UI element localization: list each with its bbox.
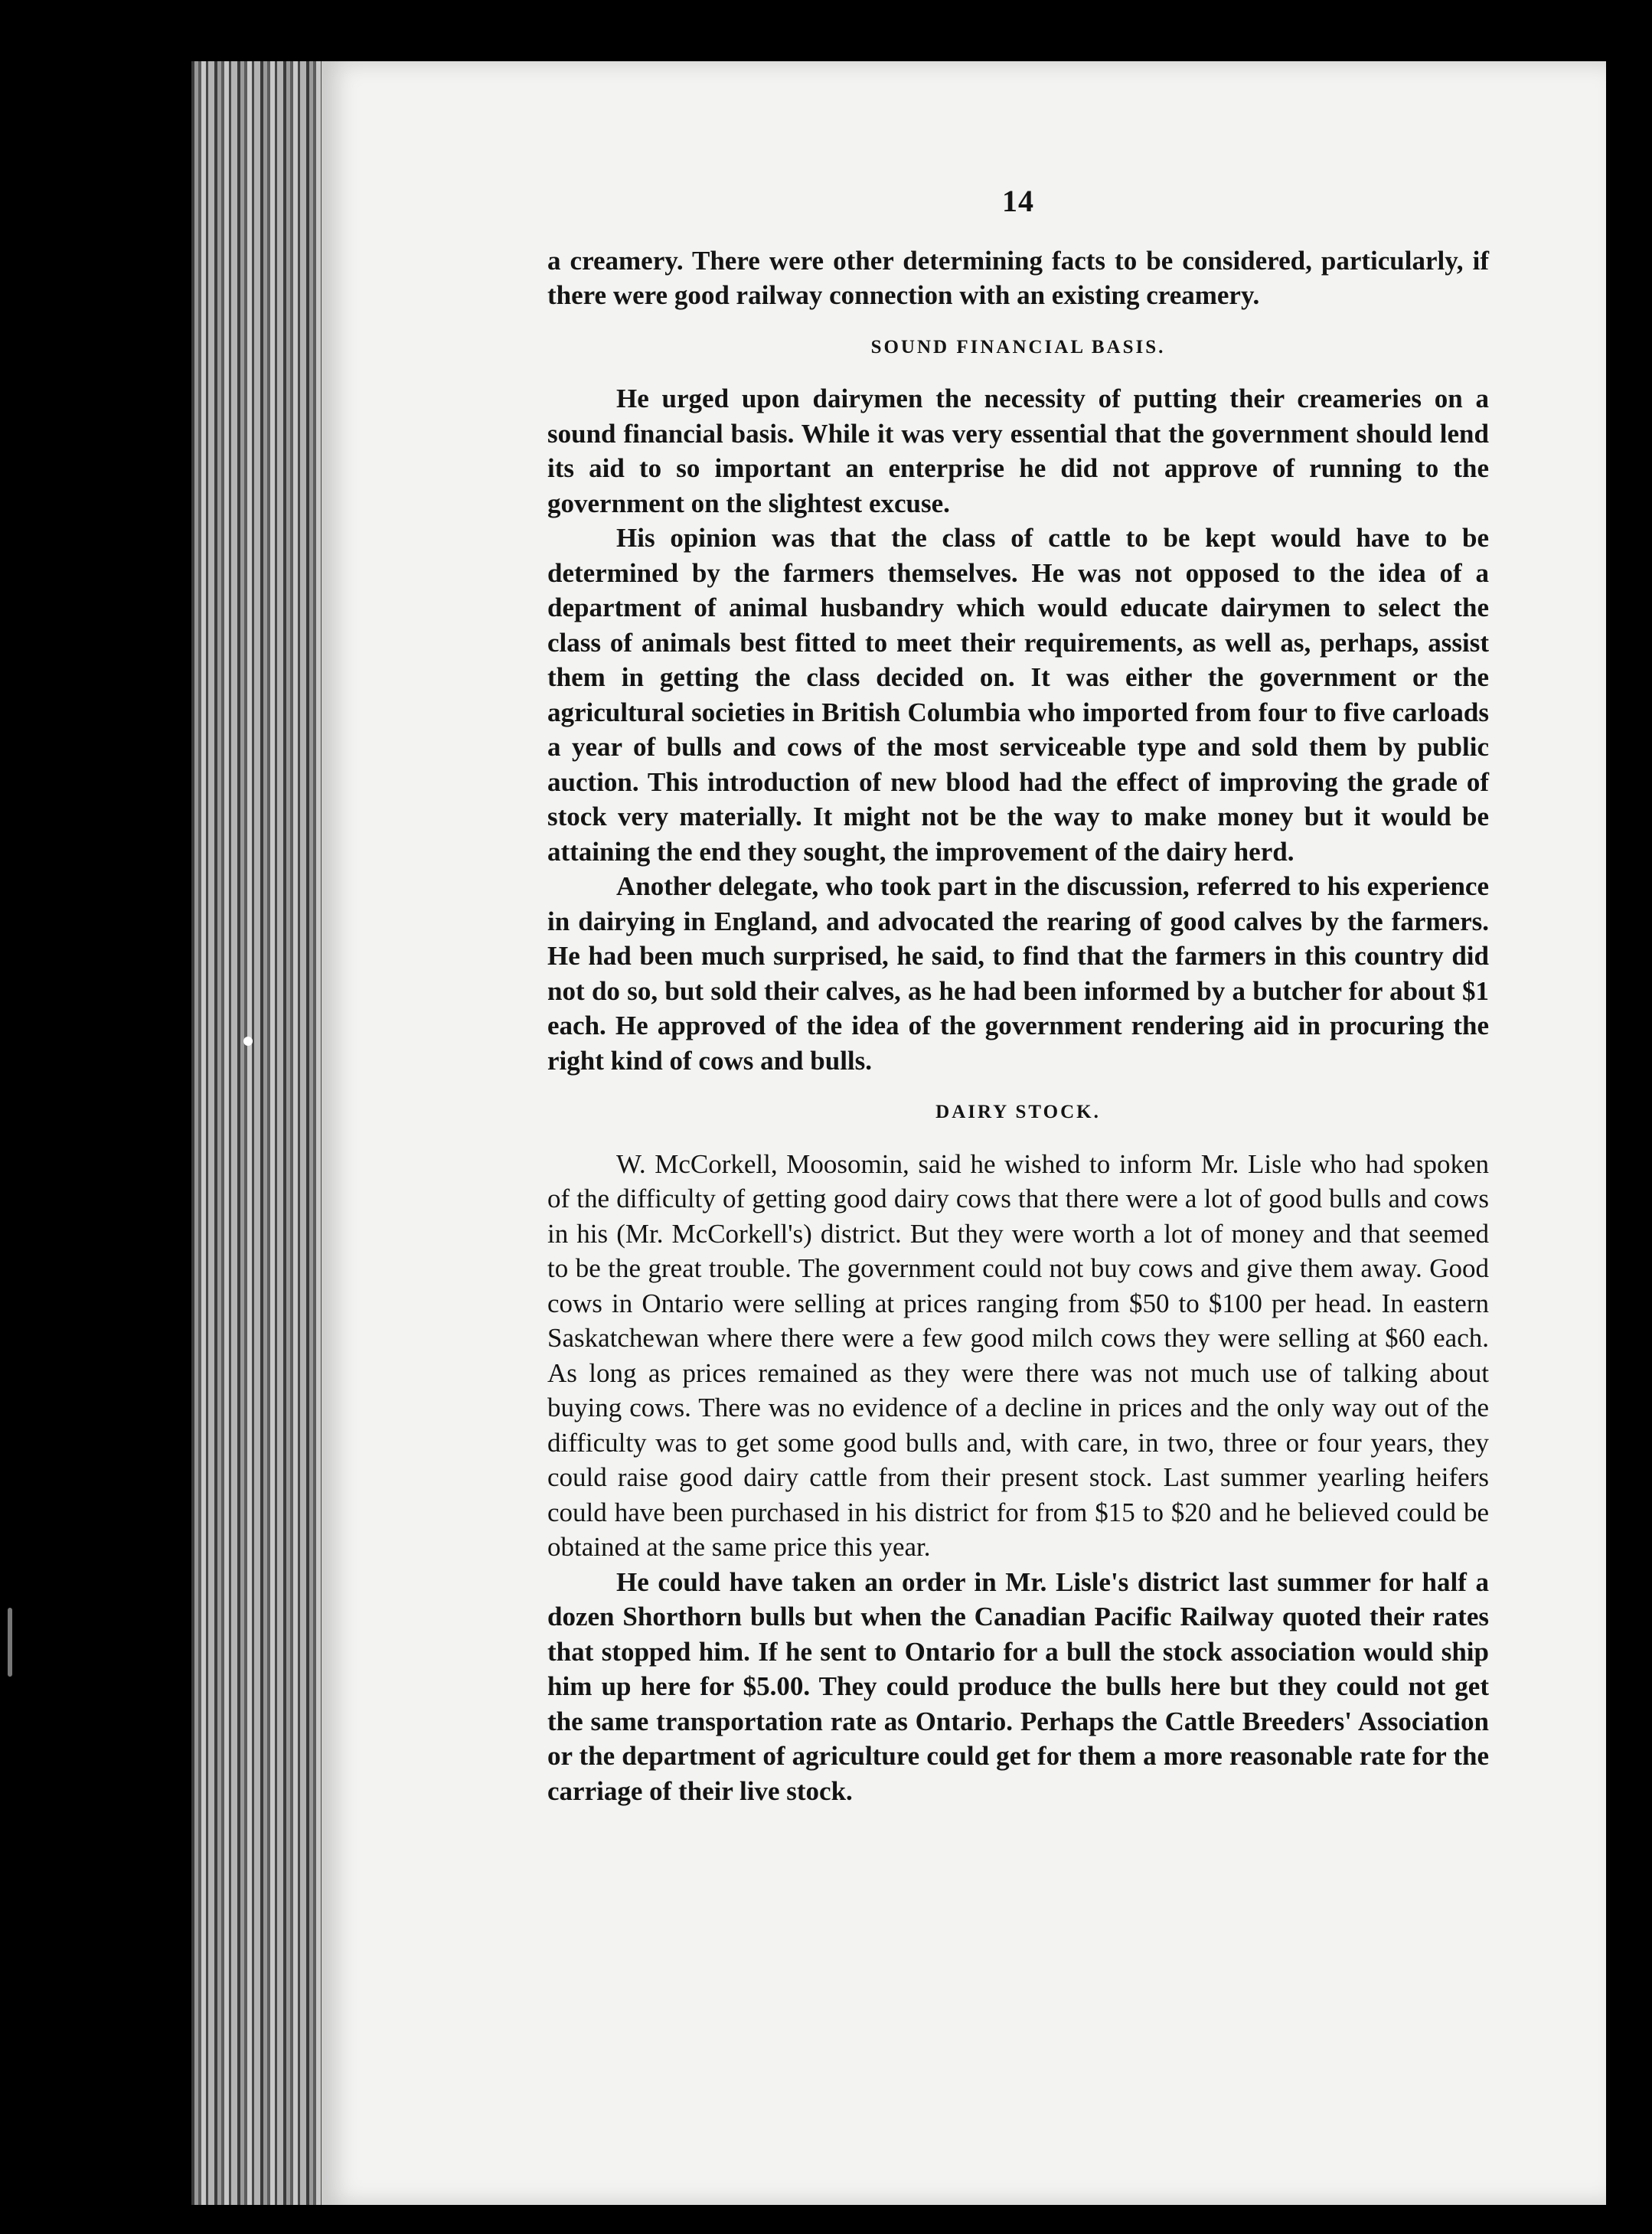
paragraph-mccorkell: W. McCorkell, Moosomin, said he wished to inform Mr. Lisle who had spoken of the difficulty of getting good dairy cows that there were a lot of good bulls and cows in his (Mr. McCorkell's) district. But they were worth a lot of money and that seemed to be the great trouble. The government could not buy cows and give them away. Good cows in Ontario were selling at prices ranging from $50 to $100 per head. In eastern Saskatchewan where there were a few good milch cows they were selling at $60 each. As long as prices remained as they were there was not much use of talking about buying cows. There was no evidence of a decline in prices and the only way out of the difficulty was to get some good bulls and, with care, in two, three or four years, they could raise good dairy cattle from their present stock. Last summer yearling heifers could have been purchased in his district for from $15 to $20 and he believed could be obtained at the same price this year. xyxy=(547,1148,1489,1562)
paragraph-creamery-continued: a creamery. There were other determining facts to be considered, particularly, if there were good railway connection with an existing creamery. xyxy=(547,245,1489,310)
scan-artifact-mark xyxy=(8,1608,12,1677)
page-edge-leaves xyxy=(191,61,337,2205)
scan-dot-mark xyxy=(243,1037,253,1046)
paragraph-class-of-cattle: His opinion was that the class of cattle to be kept would have to be determined by the farmers themselves. He was not opposed to the idea of a department of animal husbandry which would educate dairymen to select the class of animals best fitted to meet their requirements, as well as, perhaps, assist them in getting the class decided on. It was either the government or the agricultural societies in British Columbia who imported from four to five carloads a year of bulls and cows of the most serviceable type and sold them by public auction. This introduction of new blood had the effect of improving the grade of stock very materially. It might not be the way to make money but it would be attaining the end they sought, the improvement of the dairy herd. xyxy=(547,523,1489,867)
page-number: 14 xyxy=(1002,184,1034,218)
paragraph-shorthorn-bulls: He could have taken an order in Mr. Lisle's district last summer for half a dozen Shorthorn bulls but when the Canadian Pacific Railway quoted their rates that stopped him. If he sent to Ontario for a bull the stock association would ship him up here for $5.00. They could produce the bulls here but they could not get the same transportation rate as Ontario. Perhaps the Cattle Breeders' Association or the department of agriculture could get for them a more reasonable rate for the carriage of their live stock. xyxy=(547,1566,1489,1806)
page-content xyxy=(547,184,1489,1808)
book-page xyxy=(322,61,1606,2205)
paragraph-financial-basis: He urged upon dairymen the necessity of putting their creameries on a sound financial basis. While it was very essential that the government should lend its aid to so important an enterprise he did not approve of running to the government on the slightest excuse. xyxy=(547,384,1489,518)
paragraph-another-delegate: Another delegate, who took part in the discussion, referred to his experience in dairying in England, and advocated the rearing of good calves by the farmers. He had been much surprised, he said, to find that the farmers in this country did not do so, but sold their calves, as he had been informed by a butcher for about $1 each. He approved of the idea of the government rendering aid in procuring the right kind of cows and bulls. xyxy=(547,871,1489,1076)
heading-dairy-stock: DAIRY STOCK. xyxy=(935,1102,1101,1122)
heading-sound-financial-basis: SOUND FINANCIAL BASIS. xyxy=(870,336,1166,358)
